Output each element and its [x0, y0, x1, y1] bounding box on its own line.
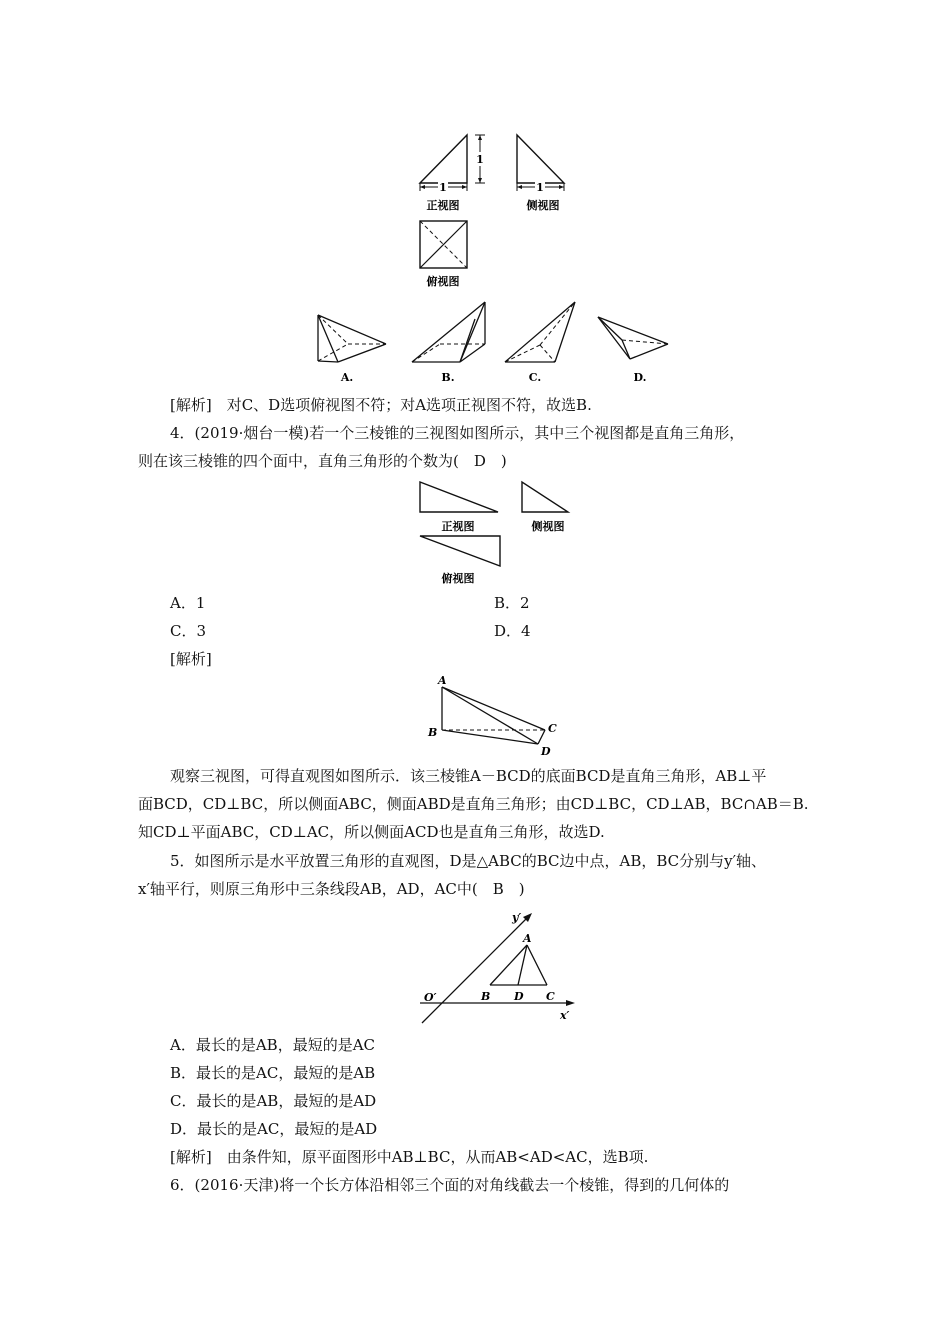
- oblique-triangle-drawing: [410, 905, 585, 1030]
- pyramid-label-c: C: [548, 722, 557, 735]
- options-figure-1: [300, 297, 680, 387]
- pyramid-label-a: A: [438, 674, 447, 687]
- q4-choice-c: C．3: [170, 622, 207, 640]
- pyramid-figure: [420, 672, 570, 762]
- q4-stem-line1: 4．(2019·烟台一模)若一个三棱锥的三视图如图所示，其中三个视图都是直角三角形，: [170, 424, 745, 442]
- side-width-label: 1: [536, 181, 544, 194]
- options-drawing-1: [300, 297, 680, 387]
- q4-explain-line1: 观察三视图，可得直观图如图所示．该三棱锥A－BCD的底面BCD是直角三角形，AB⊥平: [170, 767, 767, 785]
- q4-explain-line2: 面BCD，CD⊥BC，所以侧面ABC，侧面ABD是直角三角形；由CD⊥BC，CD⊥AB，BC∩AB＝B.: [138, 795, 809, 813]
- q4-choice-b: B．2: [494, 594, 530, 612]
- q5-stem-line1: 5．如图所示是水平放置三角形的直观图，D是△ABC的BC边中点，AB，BC分别与y′轴、: [170, 852, 767, 870]
- front-view-triangle: [420, 135, 467, 183]
- q4-side-caption: 侧视图: [531, 520, 565, 533]
- three-view-drawing-1: [380, 125, 620, 295]
- option-c-solid: [505, 302, 575, 362]
- origin-label: O′: [424, 991, 437, 1004]
- three-view-figure-1: [380, 125, 620, 295]
- axis-label-y: y′: [512, 911, 522, 924]
- q4-choice-a: A．1: [170, 594, 206, 612]
- q5-choice-a: A．最长的是AB，最短的是AC: [170, 1036, 375, 1054]
- q5-choice-c: C．最长的是AB，最短的是AD: [170, 1092, 377, 1110]
- side-view-triangle: [517, 135, 564, 183]
- q4-side-view: [522, 482, 568, 512]
- option-b-label: B.: [441, 371, 455, 384]
- tri-label-a: A: [523, 932, 532, 945]
- option-a-label: A.: [340, 371, 354, 384]
- q4-analysis-label: [解析]: [170, 650, 212, 668]
- q5-stem-line2: x′轴平行，则原三角形中三条线段AB，AD，AC中( B ): [138, 880, 525, 898]
- tri-label-d: D: [514, 990, 524, 1003]
- q4-choice-d: D．4: [494, 622, 531, 640]
- pyramid-label-b: B: [428, 726, 438, 739]
- three-view-drawing-2: [410, 478, 590, 586]
- q4-top-view: [420, 536, 500, 566]
- pyramid-label-d: D: [541, 745, 551, 758]
- pyramid-drawing: [420, 672, 570, 762]
- tri-label-b: B: [481, 990, 491, 1003]
- q4-front-caption: 正视图: [441, 520, 475, 533]
- option-c-label: C.: [528, 371, 542, 384]
- q4-top-caption: 俯视图: [441, 572, 475, 585]
- height-label: 1: [476, 153, 484, 166]
- q4-front-view: [420, 482, 498, 512]
- q4-stem-line2: 则在该三棱锥的四个面中，直角三角形的个数为( D ): [138, 452, 507, 470]
- q3-analysis: [解析] 对C、D选项俯视图不符；对A选项正视图不符，故选B.: [170, 396, 592, 414]
- q6-stem-line1: 6．(2016·天津)将一个长方体沿相邻三个面的对角线截去一个棱锥，得到的几何体的: [170, 1176, 730, 1194]
- q4-explain-line3: 知CD⊥平面ABC，CD⊥AC，所以侧面ACD也是直角三角形，故选D.: [138, 823, 605, 841]
- axis-label-x: x′: [560, 1009, 570, 1022]
- option-a-solid: [318, 315, 386, 362]
- option-d-solid: [598, 317, 668, 359]
- top-view-caption: 俯视图: [426, 275, 460, 288]
- option-d-label: D.: [633, 371, 647, 384]
- three-view-figure-2: [410, 478, 590, 586]
- option-b-solid: [412, 302, 485, 362]
- oblique-triangle-figure: [410, 905, 585, 1030]
- front-width-label: 1: [439, 181, 447, 194]
- q5-choice-b: B．最长的是AC，最短的是AB: [170, 1064, 376, 1082]
- side-view-caption: 侧视图: [526, 199, 560, 212]
- q5-analysis: [解析] 由条件知，原平面图形中AB⊥BC，从而AB<AD<AC，选B项.: [170, 1148, 649, 1166]
- q5-choice-d: D．最长的是AC，最短的是AD: [170, 1120, 378, 1138]
- tri-label-c: C: [546, 990, 555, 1003]
- front-view-caption: 正视图: [426, 199, 460, 212]
